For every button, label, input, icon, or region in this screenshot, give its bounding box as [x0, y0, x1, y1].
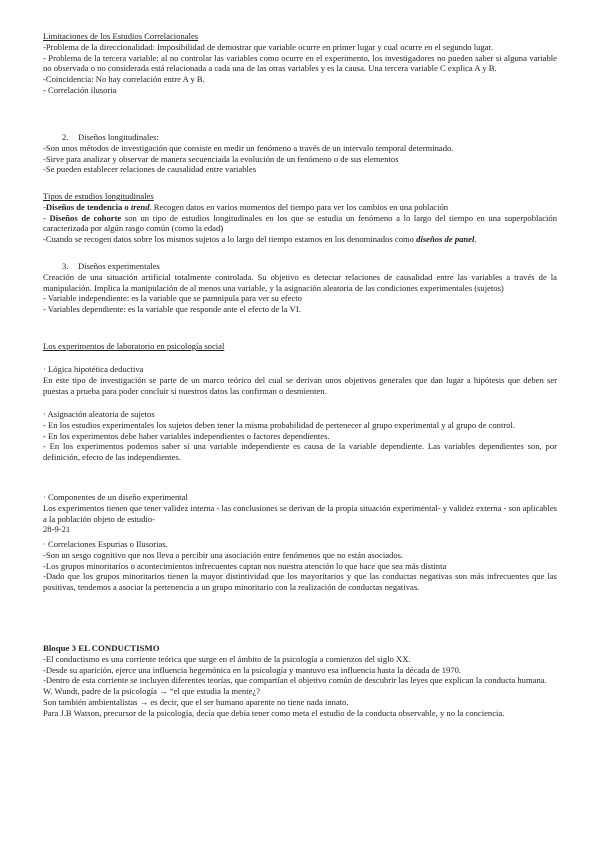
- term-bold: Diseños de tendencia: [45, 201, 123, 212]
- paragraph: -Coincidencia: No hay correlación entre A y B.: [43, 74, 205, 85]
- paragraph: -Son unos métodos de investigación que consiste en medir un fenómeno a través de un intervalo temporal determinado.: [43, 142, 454, 153]
- dash: -: [43, 212, 50, 223]
- section-heading: Los experimentos de laboratorio en psicología social: [43, 341, 225, 351]
- paragraph: Para J.B Watson, precursor de la psicología, decía que debía tener como meta el estudio de la conducta observable, y no la conciencia.: [43, 707, 505, 718]
- paragraph: - En los estudios experimentales los sujetos deben tener la misma probabilidad de pertenecer al grupo experimental y al grupo de control.: [43, 419, 516, 430]
- term-italic: trend: [130, 201, 150, 212]
- section-logica-hipotetica: [43, 364, 557, 396]
- paragraph: -Son un sesgo cognitivo que nos lleva a percibir una asociación entre fenómenos que no están asociados.: [43, 549, 404, 560]
- section-disenos-experimentales: [43, 261, 557, 315]
- section-bloque-3: [43, 643, 557, 719]
- section-asignacion-aleatoria: [43, 409, 557, 463]
- paragraph: W. Wundt, padre de la psicología → “el que estudia la mente¿?: [43, 686, 261, 697]
- paragraph: - En los experimentos debe haber variables independientes o factores dependientes.: [43, 430, 330, 441]
- section-heading: Diseños experimentales: [78, 261, 160, 271]
- paragraph: -Dentro de esta corriente se incluyen diferentes teorías, que compartían el objetivo común de descubrir las leyes que explican la conducta humana.: [43, 675, 547, 686]
- paragraph: - Variable independiente: es la variable que se pamnipula para ver su efecto: [43, 293, 302, 304]
- paragraph: -Dado que los grupos minoritarios tienen la mayor distintividad que los mayoritarios y que las conductas negativas son más infrecuentes que las positivas, tendemos a asociar la pertenencia a un grupo minoritario con la realización de conductas negativas.: [43, 571, 557, 593]
- paragraph: - En los experimentos podemos saber si una variable independiente es causa de la variable dependiente. Las variables dependientes son, por definición, efecto de las independientes.: [43, 441, 557, 463]
- paragraph: -Sirve para analizar y observar de manera secuenciada la evolución de un fenómeno o de sus elementos: [43, 153, 399, 164]
- paragraph: Son también ambientalistas → es decir, que el ser humano aparente no tiene nada innato.: [43, 696, 349, 707]
- paragraph: -Los grupos minoritarios o acontecimientos infrecuentes captan nos nuestra atención lo que hace que sea más distinta: [43, 560, 447, 571]
- paragraph: [43, 202, 557, 213]
- paragraph: - Problema de la tercera variable: al no controlar las variables como ocurre en el experimento, los investigadores no pueden saber si alguna variable no observada o no considerada está relacionada a cada una de las otras variables y es la causa. Una tercera variable C explica A y B.: [43, 52, 557, 74]
- paragraph: -Se pueden establecer relaciones de causalidad entre variables: [43, 164, 257, 175]
- paragraph: -Desde su aparición, ejerce una influencia hegemónica en la psicología y mantuvo esa influencia hasta la década de 1970.: [43, 664, 462, 675]
- section-correlaciones-espurias: [43, 539, 557, 593]
- section-componentes: [43, 492, 557, 535]
- paragraph-text: -Cuando se recogen datos sobre los mismos sujetos a lo largo del tiempo estamos en los denominados como: [43, 234, 417, 245]
- paragraph: [43, 234, 557, 245]
- section-heading: Tipos de estudios longitudinales: [43, 191, 154, 201]
- section-heading: · Lógica hipotética deductiva: [43, 364, 144, 374]
- section-heading: · Correlaciones Espurias o Ilusorias.: [43, 539, 168, 549]
- section-experimentos-laboratorio: [43, 341, 557, 352]
- section-heading: · Asignación aleatoria de sujetos: [43, 409, 155, 419]
- paragraph-text: son un tipo de estudios longitudinales en los que se estudia un fenómeno a lo largo del tiempo en una superpoblación caracterizada por algún rasgo común (como la edad): [43, 212, 557, 234]
- paragraph: [43, 213, 557, 235]
- paragraph: -El conductismo es una corriente teórica que surge en el ámbito de la psicología a comienzos del siglo XX.: [43, 653, 411, 664]
- paragraph: - Variables dependiente: es la variable que responde ante el efecto de la VI.: [43, 304, 301, 315]
- paragraph: Los experimentos tienen que tener validez interna - las conclusiones se derivan de la propia situación experimental- y validez externa - son aplicables a la población objeto de estudio-: [43, 502, 557, 524]
- section-heading: Diseños longitudinales:: [78, 132, 159, 142]
- numbered-heading: [43, 132, 557, 143]
- section-limitaciones: [43, 31, 557, 96]
- section-tipos-estudios: [43, 191, 557, 245]
- date-stamp: 28-9-21: [43, 524, 71, 535]
- term-bold: Diseños de cohorte: [49, 212, 122, 223]
- connector: o: [122, 201, 131, 212]
- paragraph: En este tipo de investigación se parte de un marco teórico del cual se derivan unos objetivos generales que dan lugar a hipótesis que deben ser puestas a prueba para poder concluir si nuestros datos las confirman o desmienten.: [43, 374, 557, 396]
- paragraph: -Problema de la direccionalidad: Imposibilidad de demostrar que variable ocurre en primer lugar y cual ocurre en el segundo lugar.: [43, 41, 494, 52]
- section-heading: Limitaciones de los Estudios Correlacionales: [43, 31, 199, 41]
- paragraph: - Correlación ilusoria: [43, 84, 117, 95]
- term-bold-italic: diseños de panel: [416, 234, 475, 245]
- numbered-heading: [43, 261, 557, 272]
- dash: -: [43, 201, 46, 212]
- paragraph-text: . Recogen datos en varios momentos del tiempo para ver los cambios en una población: [149, 201, 449, 212]
- period: .: [474, 234, 477, 245]
- section-disenos-longitudinales: [43, 132, 557, 175]
- paragraph: Creación de una situación artificial totalmente controlada. Su objetivo es detectar relaciones de causalidad entre las variables a través de la manipulación. Implica la manipulación de al menos una variable, y la asignación aleatoria de las condiciones experimentales (sujetos): [43, 271, 557, 293]
- list-number: 3.: [62, 261, 69, 271]
- section-heading: · Componentes de un diseño experimental: [43, 492, 188, 502]
- list-number: 2.: [62, 132, 69, 142]
- block-heading: Bloque 3 EL CONDUCTISMO: [43, 643, 160, 653]
